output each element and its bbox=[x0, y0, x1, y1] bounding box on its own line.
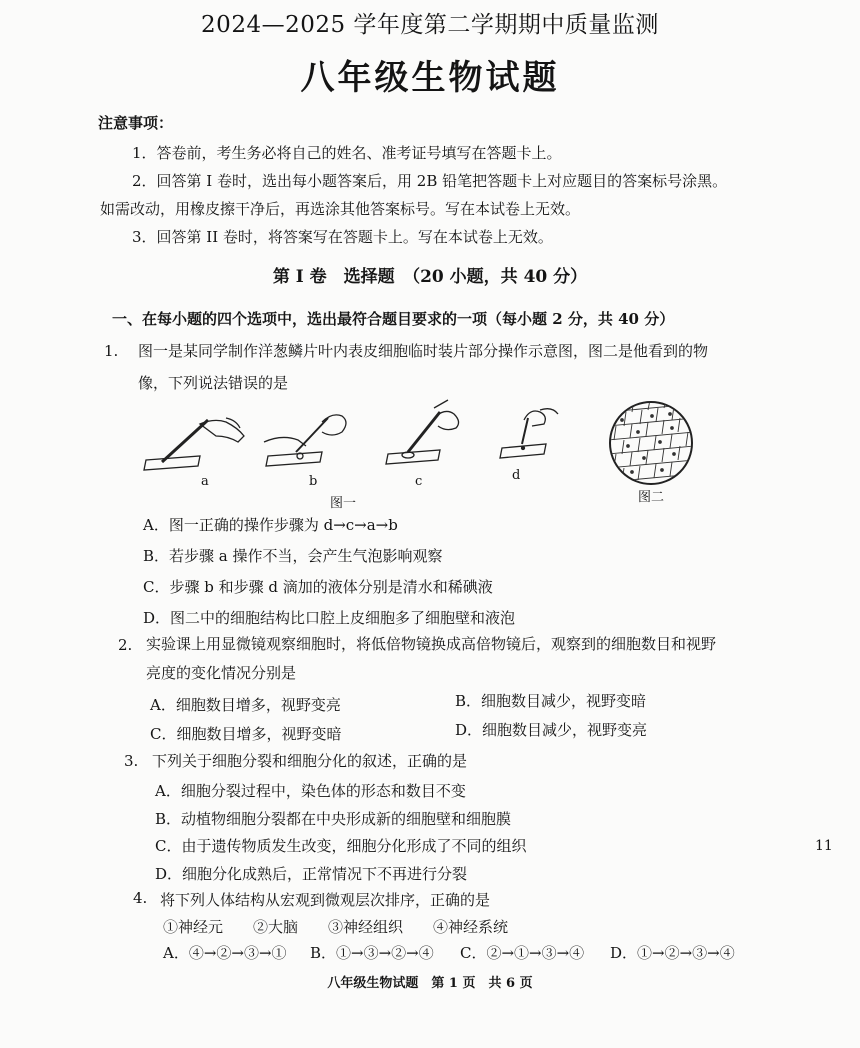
figure-2-cells bbox=[608, 400, 694, 486]
question-stem: 图一是某同学制作洋葱鳞片叶内表皮细胞临时装片部分操作示意图，图二是他看到的物 bbox=[138, 342, 709, 360]
question-number: 4. bbox=[133, 889, 148, 907]
notice-heading: 注意事项： bbox=[98, 114, 174, 132]
question-number: 2. bbox=[118, 636, 133, 654]
figure-2-caption: 图二 bbox=[638, 490, 665, 505]
question-stem: 下列关于细胞分裂和细胞分化的叙述，正确的是 bbox=[152, 752, 468, 770]
option-a: A．图一正确的操作步骤为 d→c→a→b bbox=[143, 516, 398, 534]
question-items: ①神经元 ②大脑 ③神经组织 ④神经系统 bbox=[163, 918, 509, 936]
question-stem: 实验课上用显微镜观察细胞时，将低倍物镜换成高倍物镜后，观察到的细胞数目和视野 bbox=[146, 635, 717, 653]
question-stem: 将下列人体结构从宏观到微观层次排序，正确的是 bbox=[160, 891, 491, 909]
option-a: A．细胞数目增多，视野变亮 bbox=[150, 696, 341, 714]
option-d: D．细胞数目减少，视野变亮 bbox=[455, 721, 648, 739]
option-b: B．若步骤 a 操作不当，会产生气泡影响观察 bbox=[143, 547, 443, 565]
option-c: C．由于遗传物质发生改变，细胞分化形成了不同的组织 bbox=[155, 837, 527, 855]
step-label-c: c bbox=[415, 474, 423, 489]
section-title: 第 I 卷 选择题 （20 小题，共 40 分） bbox=[272, 267, 588, 287]
option-d: D．图二中的细胞结构比口腔上皮细胞多了细胞壁和液泡 bbox=[143, 609, 516, 627]
margin-mark: 11 bbox=[815, 838, 833, 854]
option-b: B．①→③→②→④ bbox=[310, 944, 434, 962]
page-footer: 八年级生物试题 第 1 页 共 6 页 bbox=[327, 976, 533, 991]
option-c: C．细胞数目增多，视野变暗 bbox=[150, 725, 342, 743]
exam-header: 2024—2025 学年度第二学期期中质量监测 bbox=[201, 12, 659, 38]
notice-item-3: 3．回答第 II 卷时，将答案写在答题卡上。写在本试卷上无效。 bbox=[132, 228, 553, 246]
step-label-b: b bbox=[309, 474, 318, 489]
option-a: A．细胞分裂过程中，染色体的形态和数目不变 bbox=[155, 782, 466, 800]
notice-item-1: 1．答卷前，考生务必将自己的姓名、准考证号填写在答题卡上。 bbox=[132, 144, 562, 162]
option-b: B．动植物细胞分裂都在中央形成新的细胞壁和细胞膜 bbox=[155, 810, 512, 828]
step-label-d: d bbox=[512, 468, 521, 483]
question-stem: 亮度的变化情况分别是 bbox=[146, 664, 297, 682]
figure-1-illustration bbox=[140, 398, 580, 508]
section-instruction: 一、在每小题的四个选项中，选出最符合题目要求的一项（每小题 2 分，共 40 分） bbox=[112, 310, 675, 328]
option-d: D．①→②→③→④ bbox=[610, 944, 735, 962]
exam-title: 八年级生物试题 bbox=[300, 58, 560, 98]
option-b: B．细胞数目减少，视野变暗 bbox=[455, 692, 647, 710]
figure-1-caption: 图一 bbox=[330, 496, 357, 511]
option-c: C．②→①→③→④ bbox=[460, 944, 585, 962]
question-number: 3. bbox=[124, 752, 139, 770]
step-label-a: a bbox=[201, 474, 209, 489]
option-d: D．细胞分化成熟后，正常情况下不再进行分裂 bbox=[155, 865, 468, 883]
option-a: A．④→②→③→① bbox=[163, 944, 287, 962]
question-stem: 像，下列说法错误的是 bbox=[138, 374, 289, 392]
question-number: 1. bbox=[104, 342, 119, 360]
option-c: C．步骤 b 和步骤 d 滴加的液体分别是清水和稀碘液 bbox=[143, 578, 493, 596]
notice-item-2-cont: 如需改动，用橡皮擦干净后，再选涂其他答案标号。写在本试卷上无效。 bbox=[100, 200, 581, 218]
notice-item-2: 2．回答第 I 卷时，选出每小题答案后，用 2B 铅笔把答题卡上对应题目的答案标号涂黑。 bbox=[132, 172, 728, 190]
